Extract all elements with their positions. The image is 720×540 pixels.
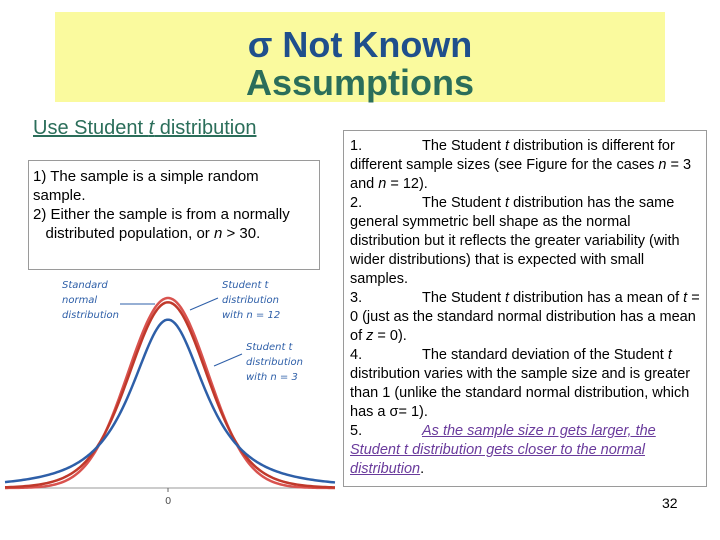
point-3: 3. The Student t distribution has a mean of t = 0 (just as the standard normal distribution has a mean of z = 0). <box>350 290 700 344</box>
point-1: 1. The Student t distribution is different for different sample sizes (see Figure for the cases n = 3 and n = 12). <box>350 138 692 192</box>
distribution-figure <box>0 270 340 515</box>
subtitle-link[interactable] <box>33 117 256 140</box>
assumption-2a: 2) Either the sample is from a normally distributed population, or <box>33 206 290 242</box>
assumption-2b: > 30. <box>222 225 261 242</box>
label-standard-3: distribution <box>62 310 119 321</box>
point-2: 2. The Student t distribution has the same general symmetric bell shape as the normal distribution but it reflects the greater variability (with wider distributions) that is expected with small samples. <box>350 195 680 287</box>
label-t12-3: with n = 12 <box>222 310 281 321</box>
point-5-link[interactable]: As the sample size n gets larger, the Student t distribution gets closer to the normal distribution <box>350 423 656 477</box>
title-not-known: Not Known <box>272 24 473 65</box>
title-line-1 <box>55 26 665 64</box>
label-t12-2: distribution <box>222 295 279 306</box>
assumption-n: n <box>213 225 223 242</box>
subtitle-suffix: distribution <box>154 117 257 139</box>
label-t3-3: with n = 3 <box>246 372 298 383</box>
assumptions-box <box>28 160 320 270</box>
subtitle-t: t <box>148 117 155 139</box>
label-standard-1: Standard <box>62 280 108 291</box>
slide-title <box>55 12 665 102</box>
label-t3-1: Student t <box>246 342 293 353</box>
explanation-box <box>343 130 707 487</box>
point-4: 4. The standard deviation of the Student t distribution varies with the sample size and is greater than 1 (unlike the standard normal distribution, which has a σ= 1). <box>350 347 691 420</box>
sigma-symbol: σ <box>247 24 273 65</box>
page-number: 32 <box>662 495 678 511</box>
label-t12-1: Student t <box>222 280 269 291</box>
point-5: 5. As the sample size n gets larger, the Student t distribution gets closer to the normal distribution. <box>350 423 656 477</box>
subtitle-prefix: Use Student <box>33 117 149 139</box>
assumption-1: 1) The sample is a simple random sample. <box>33 168 259 204</box>
label-t3-2: distribution <box>246 357 303 368</box>
title-line-2: Assumptions <box>245 62 475 103</box>
axis-zero-label: 0 <box>165 496 172 507</box>
label-standard-2: normal <box>62 295 98 306</box>
